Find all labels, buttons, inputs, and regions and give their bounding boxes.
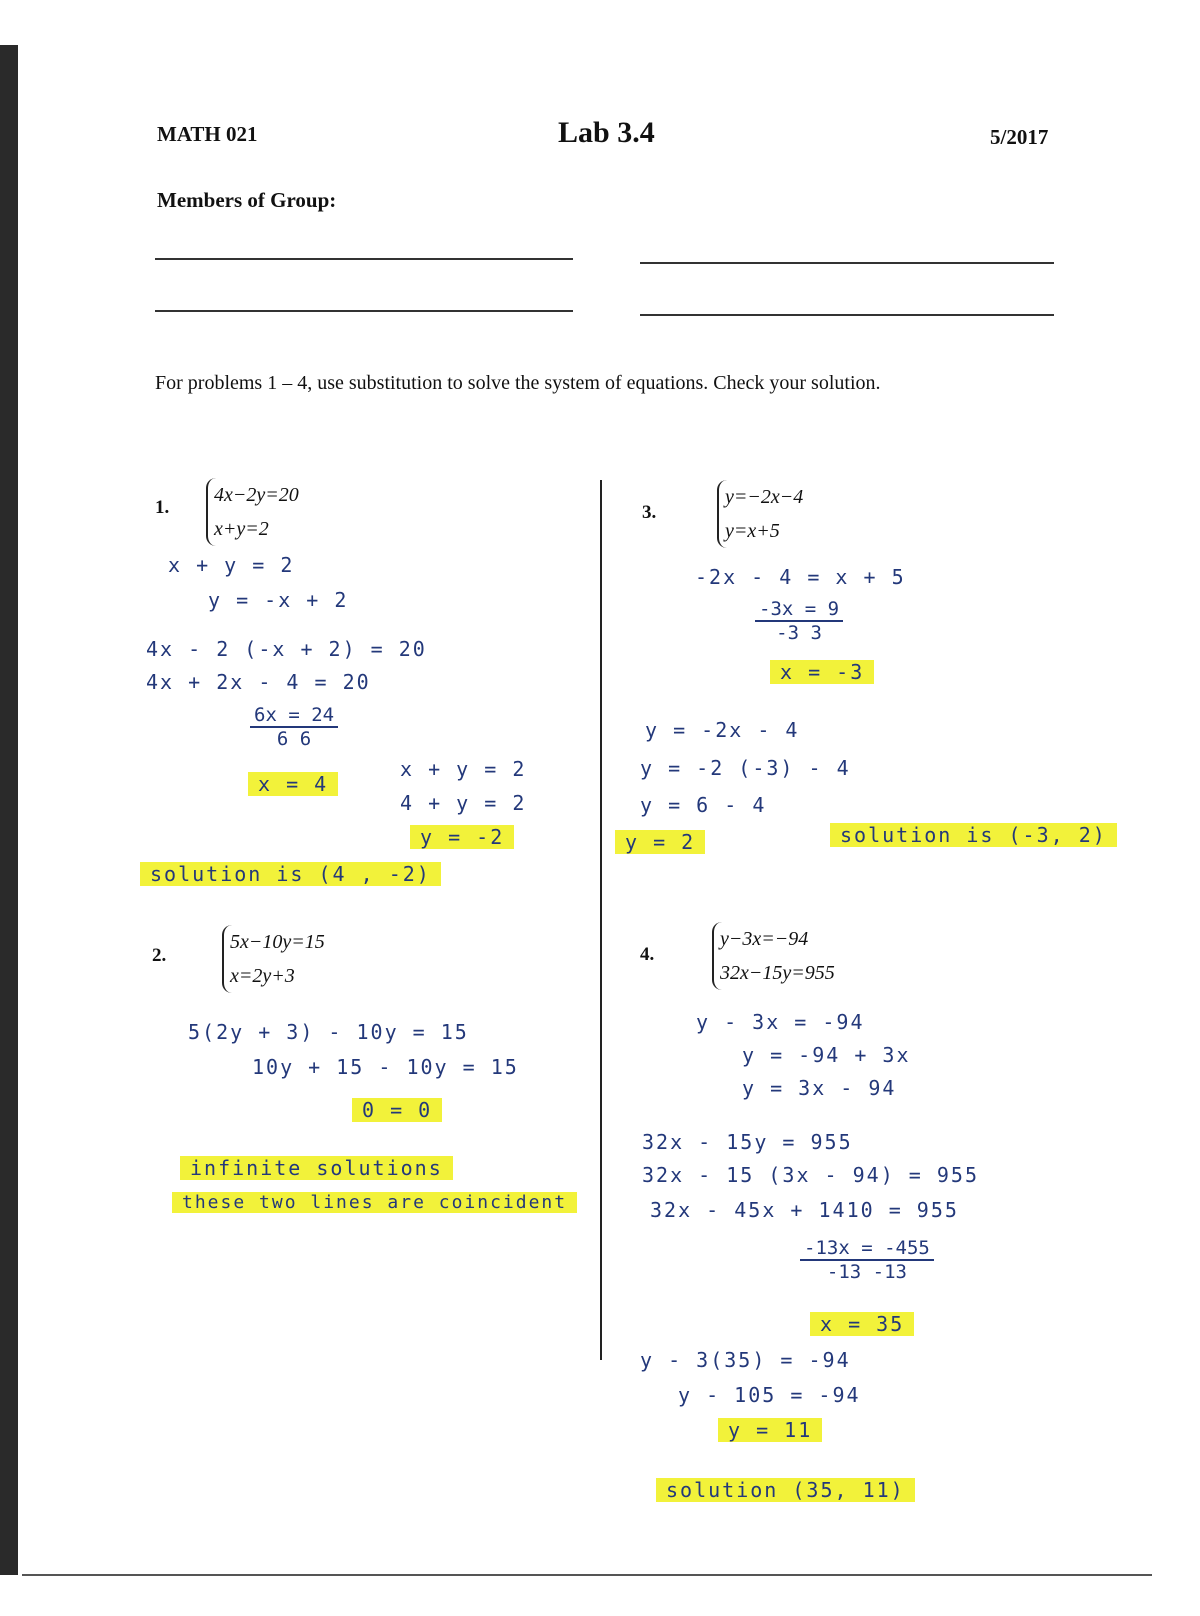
fraction-step (250, 704, 338, 750)
equation: 4x−2y=20 (214, 484, 299, 506)
result: 0 = 0 (352, 1098, 442, 1122)
fraction-step (755, 598, 843, 644)
work-line: y = 6 - 4 (640, 793, 767, 817)
work-line: y = -94 + 3x (742, 1043, 911, 1067)
fraction-step (800, 1237, 934, 1283)
work-line: 4x - 2 (-x + 2) = 20 (146, 637, 427, 661)
date: 5/2017 (990, 125, 1049, 149)
scan-bottom-edge (22, 1574, 1152, 1576)
work-line: y = 3x - 94 (742, 1076, 897, 1100)
work-line: -2x - 4 = x + 5 (695, 565, 906, 589)
fraction-denominator: 6 6 (276, 728, 312, 750)
solution: solution is (-3, 2) (830, 823, 1117, 847)
work-line: y = -2 (-3) - 4 (640, 756, 851, 780)
equation: y=−2x−4 (725, 486, 804, 508)
answer-y: y = -2 (410, 825, 514, 849)
scan-left-edge (0, 45, 18, 1575)
member-line-2[interactable] (640, 262, 1054, 264)
answer-y: y = 11 (718, 1418, 822, 1442)
check-line: x + y = 2 (400, 757, 527, 781)
problem-number: 4. (640, 944, 655, 965)
equation: x=2y+3 (230, 965, 295, 987)
work-line: y - 105 = -94 (678, 1383, 861, 1407)
equation-system (222, 925, 325, 993)
work-line: 32x - 15 (3x - 94) = 955 (642, 1163, 979, 1187)
work-line: 5(2y + 3) - 10y = 15 (188, 1020, 469, 1044)
equation: 5x−10y=15 (230, 931, 325, 953)
fraction-denominator: -3 3 (776, 622, 822, 644)
equation: 32x−15y=955 (720, 962, 835, 984)
answer-x: x = 4 (248, 772, 338, 796)
page-title: Lab 3.4 (558, 116, 655, 149)
solution-line-1: infinite solutions (180, 1156, 453, 1180)
fraction-numerator: -3x = 9 (755, 598, 843, 622)
equation-system (206, 478, 299, 546)
problem-number: 2. (152, 945, 167, 966)
equation: x+y=2 (214, 518, 269, 540)
equation: y−3x=−94 (720, 928, 809, 950)
check-line: 4 + y = 2 (400, 791, 527, 815)
work-line: 32x - 15y = 955 (642, 1130, 853, 1154)
solution: solution (35, 11) (656, 1478, 915, 1502)
work-line: x + y = 2 (168, 553, 295, 577)
work-line: y = -x + 2 (208, 588, 349, 612)
member-line-1[interactable] (155, 258, 573, 260)
fraction-denominator: -13 -13 (826, 1261, 907, 1283)
work-line: 32x - 45x + 1410 = 955 (650, 1198, 959, 1222)
work-line: y - 3x = -94 (696, 1010, 865, 1034)
work-line: 4x + 2x - 4 = 20 (146, 670, 371, 694)
work-line: y = -2x - 4 (645, 718, 800, 742)
work-line: y - 3(35) = -94 (640, 1348, 851, 1372)
work-line: 10y + 15 - 10y = 15 (252, 1055, 519, 1079)
answer-x: x = 35 (810, 1312, 914, 1336)
equation: y=x+5 (725, 520, 780, 542)
fraction-numerator: -13x = -455 (800, 1237, 934, 1261)
problem-number: 1. (155, 497, 170, 518)
member-line-4[interactable] (640, 314, 1054, 316)
course-code: MATH 021 (157, 122, 258, 146)
members-label: Members of Group: (157, 188, 337, 212)
answer-x: x = -3 (770, 660, 874, 684)
answer-y: y = 2 (615, 830, 705, 854)
column-divider (600, 480, 602, 1360)
equation-system (717, 480, 803, 548)
solution-line-2: these two lines are coincident (172, 1192, 577, 1213)
instructions: For problems 1 – 4, use substitution to solve the system of equations. Check your solution. (155, 372, 881, 394)
solution: solution is (4 , -2) (140, 862, 441, 886)
member-line-3[interactable] (155, 310, 573, 312)
problem-number: 3. (642, 502, 657, 523)
fraction-numerator: 6x = 24 (250, 704, 338, 728)
equation-system (712, 922, 835, 990)
